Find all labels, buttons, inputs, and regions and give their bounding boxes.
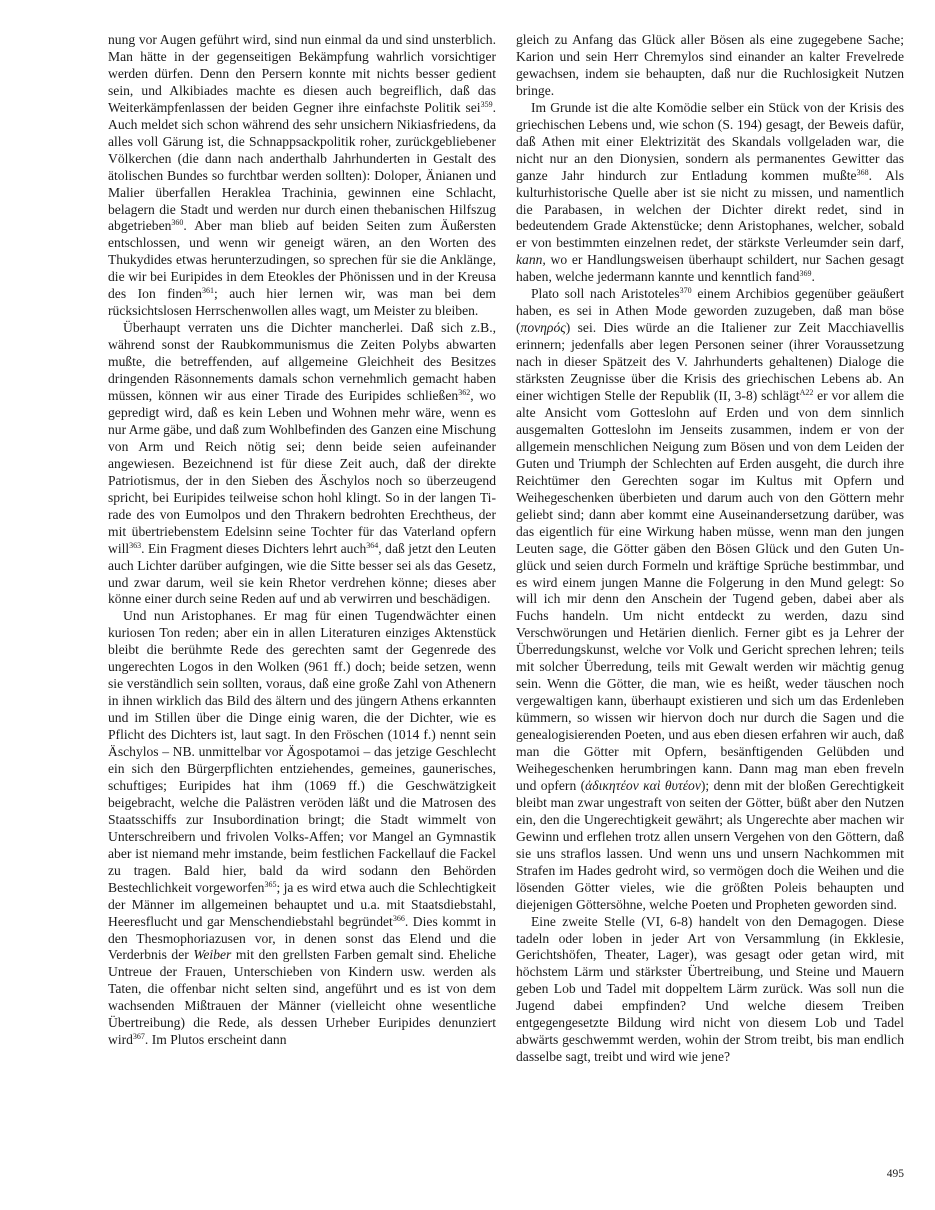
- right-column: [516, 32, 904, 1192]
- emphasis: πονηρός: [520, 320, 566, 336]
- footnote-ref: 360: [171, 218, 184, 228]
- footnote-ref: 365: [264, 879, 277, 889]
- paragraph: [108, 32, 496, 320]
- emphasis: Weiber: [193, 947, 232, 963]
- footnote-ref: A22: [799, 388, 814, 398]
- text-run: Plato soll nach Aristoteles: [531, 286, 680, 302]
- text-run: .: [811, 269, 815, 285]
- footnote-ref: 362: [458, 388, 471, 398]
- footnote-ref: 367: [132, 1032, 145, 1042]
- text-run: Und nun Aristophanes. Er mag für einen Tugendwächter einen kuriosen Ton reden; aber ein in allen Literaturen einziges Aktenstück bleibt die berühmte Rede des gerechten samt der Gegenrede des ungerechten Logos in den Wolken (961 ff.) doch; beide setzen, wenn sie verständlich sein sollten, voraus, daß eine große Zahl von Athenern in ihnen wirklich das Bild des ältern und des jüngern Athens erkannten und im Stillen über die Dinge einig waren, die der Dichter, wie es Pflicht des Dichters ist, laut sagt. In den Fröschen (1014 f.) nennt sein Äschylos – NB. unmittelbar vor Ägospotamoi – das jetzige Geschlecht ein sich den Bürgerpflichten entziehendes, gemeines, gaunerisches, schuftiges; Euripides hat ihm (1069 ff.) die Geschwätzigkeit beigebracht, welche die Palästren veröden läßt und die Matrosen des Staatsschiffs zur Insubordination bringt; die Stadt wimmelt von Unterschreibern und frivolen Volks-Affen; vor Mangel an Gymnastik aber ist niemand mehr imstande, beim festlichen Fackellauf die Fackel zu tragen. Bald hier, bald da wird sodann den Behörden Bestechlichkeit vorgeworfen: [108, 608, 496, 895]
- text-run: er vor allem die alte Ansicht vom Gotteslohn auf Erden und von dem sinnlich ausgemalten Gotteslohn im Jenseits zusammen, indem er von der allgemein menschlichen Neigung zum Bösen und von dem Leiden der Guten und Triumph der Schlechten auf Erden ausgeht, die durch ihre Reichtümer den Gerechten sogar im Kultus mit Opfern und Weihegeschenken überbieten und darum auch von den Göttern mehr geliebt sind; dann aber kommt eine Auseinandersetzung darüber, was das eigentlich für eine Wirkung haben müsse, wenn man den jungen Leuten sage, die Götter gäben den Bösen Glück und den Guten Unglück und seien durch Formeln und kräftige Sprüche bestimmbar, und es wird einem jungen Manne die Folgerung in den Mund gelegt: So will ich mir denn den Anschein der Tugend geben, dabei aber als Fuchs handeln. Um nicht entdeckt zu werden, dazu sind Verschwörungen und Hetärien dienlich. Ferner gibt es ja Lehrer der Überredungskunst, welche vor Volk und Gericht sprechen lehren; teils mit solcher Überredung, teils mit Gewalt werden wir mächtig genug sein. Wenn die Götter, die man, wie es heißt, weder täuschen noch vergewaltigen kann, überhaupt existieren und sich um das Erdenleben kümmern, so wissen wir hiervon doch nur durch die Sagen und die genealogisierenden Poeten, und aus eben diesen erfahren wir auch, daß man die Götter mit Opfern, besänftigenden Gelübden und Weihegeschenken herumbringen kann. Dann mag man eben freveln und opfern (: [516, 388, 904, 793]
- emphasis: kann,: [516, 252, 546, 268]
- text-run: Im Grunde ist die alte Komödie selber ein Stück von der Krisis des griechischen Lebens und, wie schon (S. 194) gesagt, der Beweis dafür, daß Athen mit einer Elektrizität des Skandals vollgeladen war, die nicht nur an den Dionysien, sondern als permanentes Gewitter das ganze Jahr hindurch zur Entladung kommen mußte: [516, 99, 904, 183]
- paragraph: [516, 914, 904, 1067]
- paragraph: [516, 286, 904, 913]
- footnote-ref: 369: [799, 269, 812, 279]
- footnote-ref: 359: [480, 99, 493, 109]
- left-column: [108, 32, 496, 1192]
- footnote-ref: 361: [201, 286, 214, 296]
- text-run: nung vor Augen geführt wird, sind nun einmal da und sind unsterblich. Man hätte in der gegenseitigen Bekämpfung wahrlich vorsichtiger werden dürfen. Denn den Persern konnte mit nichts besser gedient sein, und Alkibiades machte es diesen auch begreiflich, daß das Weiterkämpfenlassen der beiden Gegner ihre einfachste Politik sei: [108, 32, 496, 115]
- text-run: . Als kulturhistorische Quelle aber ist sie nicht zu missen, und namentlich die Parabasen, in welchen der Dichter direkt redet, sind in bedeutendem Grade Aktenstücke; denn Aristophanes, welcher, sobald er von bestimmten einzelnen redet, der stärkste Verleumder sein darf,: [516, 167, 904, 251]
- footnote-ref: 370: [679, 286, 692, 296]
- text-run: wo er Handlungsweisen überhaupt schildert, nur Sachen gesagt haben, welche jedermann kannte und kenntlich fand: [516, 252, 904, 285]
- paragraph: [108, 320, 496, 608]
- paragraph: [516, 32, 904, 100]
- page-number: 495: [886, 1168, 904, 1180]
- text-run: ) sei. Dies würde an die Italiener zur Zeit Macchiavellis erinnern; jedenfalls aber legen Personen seiner (ihrer Voraussetzung nach in dieser Spätzeit des V. Jahrhunderts gehaltenen) Dialoge die stärksten Zeugnisse über die Krisis des griechischen Lebens ab. An einer wichtigen Stelle der Republik (II, 3-8) schlägt: [516, 320, 904, 404]
- text-run: . Dies kommt in den Thesmophoriazusen vor, in denen sonst das Elend und die Verderbnis der: [108, 913, 496, 963]
- text-run: mit den grellsten Farben gemalt sind. Eheliche Untreue der Frauen, Unterschieben von Kindern usw. werden als Taten, die offenbar nicht selten sind, angeführt und es ist von dem wachsenden Mißtrauen der Männer (vielleicht ohne wesentliche Übertreibung) die Rede, als dessen Urheber Euripides denunziert wird: [108, 947, 497, 1048]
- text-run: , daß jetzt den Leuten auch Lichter darüber aufgingen, wie die Sitte besser sei als das Gesetz, und zwar darum, weil sie kein Rhetor verdrehen könne; dieses aber könne einer durch seine Reden auf und ab verwirren und beschädigen.: [108, 540, 497, 607]
- footnote-ref: 368: [856, 167, 869, 177]
- text-run: . Im Plutos erscheint dann: [144, 1032, 287, 1048]
- text-run: ); denn mit der bloßen Gerechtigkeit bleibt man zwar ungestraft von seiten der Götter, büßt aber den Nutzen ein, den die Ungerechtigkeit gewährt; als Ungerechte aber machen wir Gewinn und erflehen trotz allen unsern Vergehen von den Göttern, daß sie uns straflos lassen. Und wenn uns und unsern Nachkommen mit Strafen im Hades gedroht wird, so vermögen doch die Weihen und die lösenden Götter vieles, wie die größten Poleis behaupten und diejenigen Göttersöhne, welche Poeten und Propheten geworden sind.: [516, 777, 904, 912]
- text-run: . Aber man blieb auf beiden Seiten zum Äußersten entschlossen, und wenn wir geneigt wären, an den Worten des Thukydides etwas herunterzudingen, so sprechen für sie die Anklänge, die wir bei Euripides in dem Eteokles der Phönissen und in der Kreusa des Ion finden: [108, 218, 496, 302]
- text-run: , wo gepredigt wird, daß es kein Leben und Wohnen mehr wäre, wenn es nur Arme gäbe, und daß zum Wohlbefinden des Ganzen eine Mischung von Arm und Reich nötig sei; denn beide seien aufeinander angewiesen. Bezeichnend ist für diese Zeit auch, daß der direkte Patriotismus, der in den Sieben des Äschylos noch so überzeugend spricht, bei Euripides teilweise schon hohl klingt. So in der langen Tirade des von Eumolpos und den Thrakern bedrohten Erechtheus, der mit übertriebenstem Edelsinn seine Tochter für das Vaterland opfern will: [108, 388, 496, 556]
- text-run: Eine zweite Stelle (VI, 6-8) handelt von den Demagogen. Diese tadeln oder loben in jeder Art von Versammlung (in Ekklesie, Gerichtshöfen, Theater, Lager), was gesagt oder getan wird, mit höchstem Lärm und stärkster Übertreibung, und Steine und Mauern geben Lob und Tadel mit doppeltem Lärm zurück. Was soll nun die Jugend dabei empfinden? Und welche diesem Treiben entgegengesetzte Bildung wird nicht von diesem Lob und Tadel abwärts geschwemmt werden, wohin der Strom treibt, bis man endlich dasselbe sagt, treibt und wird wie jene?: [516, 913, 904, 1065]
- paragraph: [108, 608, 496, 1049]
- footnote-ref: 366: [392, 913, 405, 923]
- text-run: ; ja es wird etwa auch die Schlechtigkeit der Männer im allgemeinen behauptet und u.a. mit Staatsdiebstahl, Heeresflucht und gar Menschendiebstahl begründet: [108, 879, 496, 929]
- text-run: ; auch hier lernen wir, was man bei dem rücksichtslosen Herrschenwollen alles wagt, um Meister zu bleiben.: [108, 286, 496, 319]
- text-run: einem Archibios gegenüber geäußert haben, es sei in Athen Mode geworden zuzugeben, daß man böse (: [516, 286, 905, 336]
- text-run: . Ein Fragment dieses Dichters lehrt auch: [141, 540, 367, 556]
- footnote-ref: 364: [366, 540, 379, 550]
- page: [108, 32, 904, 1192]
- text-run: . Auch meldet sich schon während des sehr unsichern Nikiasfriedens, da alles voll Gärung ist, die Schnappsackpolitik roher, zurückgebliebener Völkerchen (die dann nach anderthalb Jahrhunderten in Gestalt des ätolischen Bundes so furchtbar werden sollten): Doloper, Änianen und Malier überfallen Heraklea Trachinia, gewinnen eine Schlacht, belagern die Stadt und werden nur durch einen thebanischen Hilfszug abgetrieben: [108, 99, 496, 234]
- emphasis: ἀδικητέον καὶ θυτέον: [585, 777, 701, 793]
- text-run: Überhaupt verraten uns die Dichter mancherlei. Daß sich z.B., während sonst der Raubkommunismus die Zeiten Polybs abwarten mußte, die betreffenden, auf allgemeine Gleichheit des Besitzes dringenden Räsonnements damals schon vernehmlich gemacht haben müssen, können wir aus einer Tirade des Euripides schließen: [108, 320, 496, 404]
- footnote-ref: 363: [129, 540, 142, 550]
- text-run: gleich zu Anfang das Glück aller Bösen als eine zugegebene Sache; Karion und sein Herr Chremylos sind einander an kalter Frevelrede gewachsen, indem sie behaupten, daß nur die Ruchlosigkeit Nutzen bringe.: [516, 32, 904, 98]
- paragraph: [516, 100, 904, 286]
